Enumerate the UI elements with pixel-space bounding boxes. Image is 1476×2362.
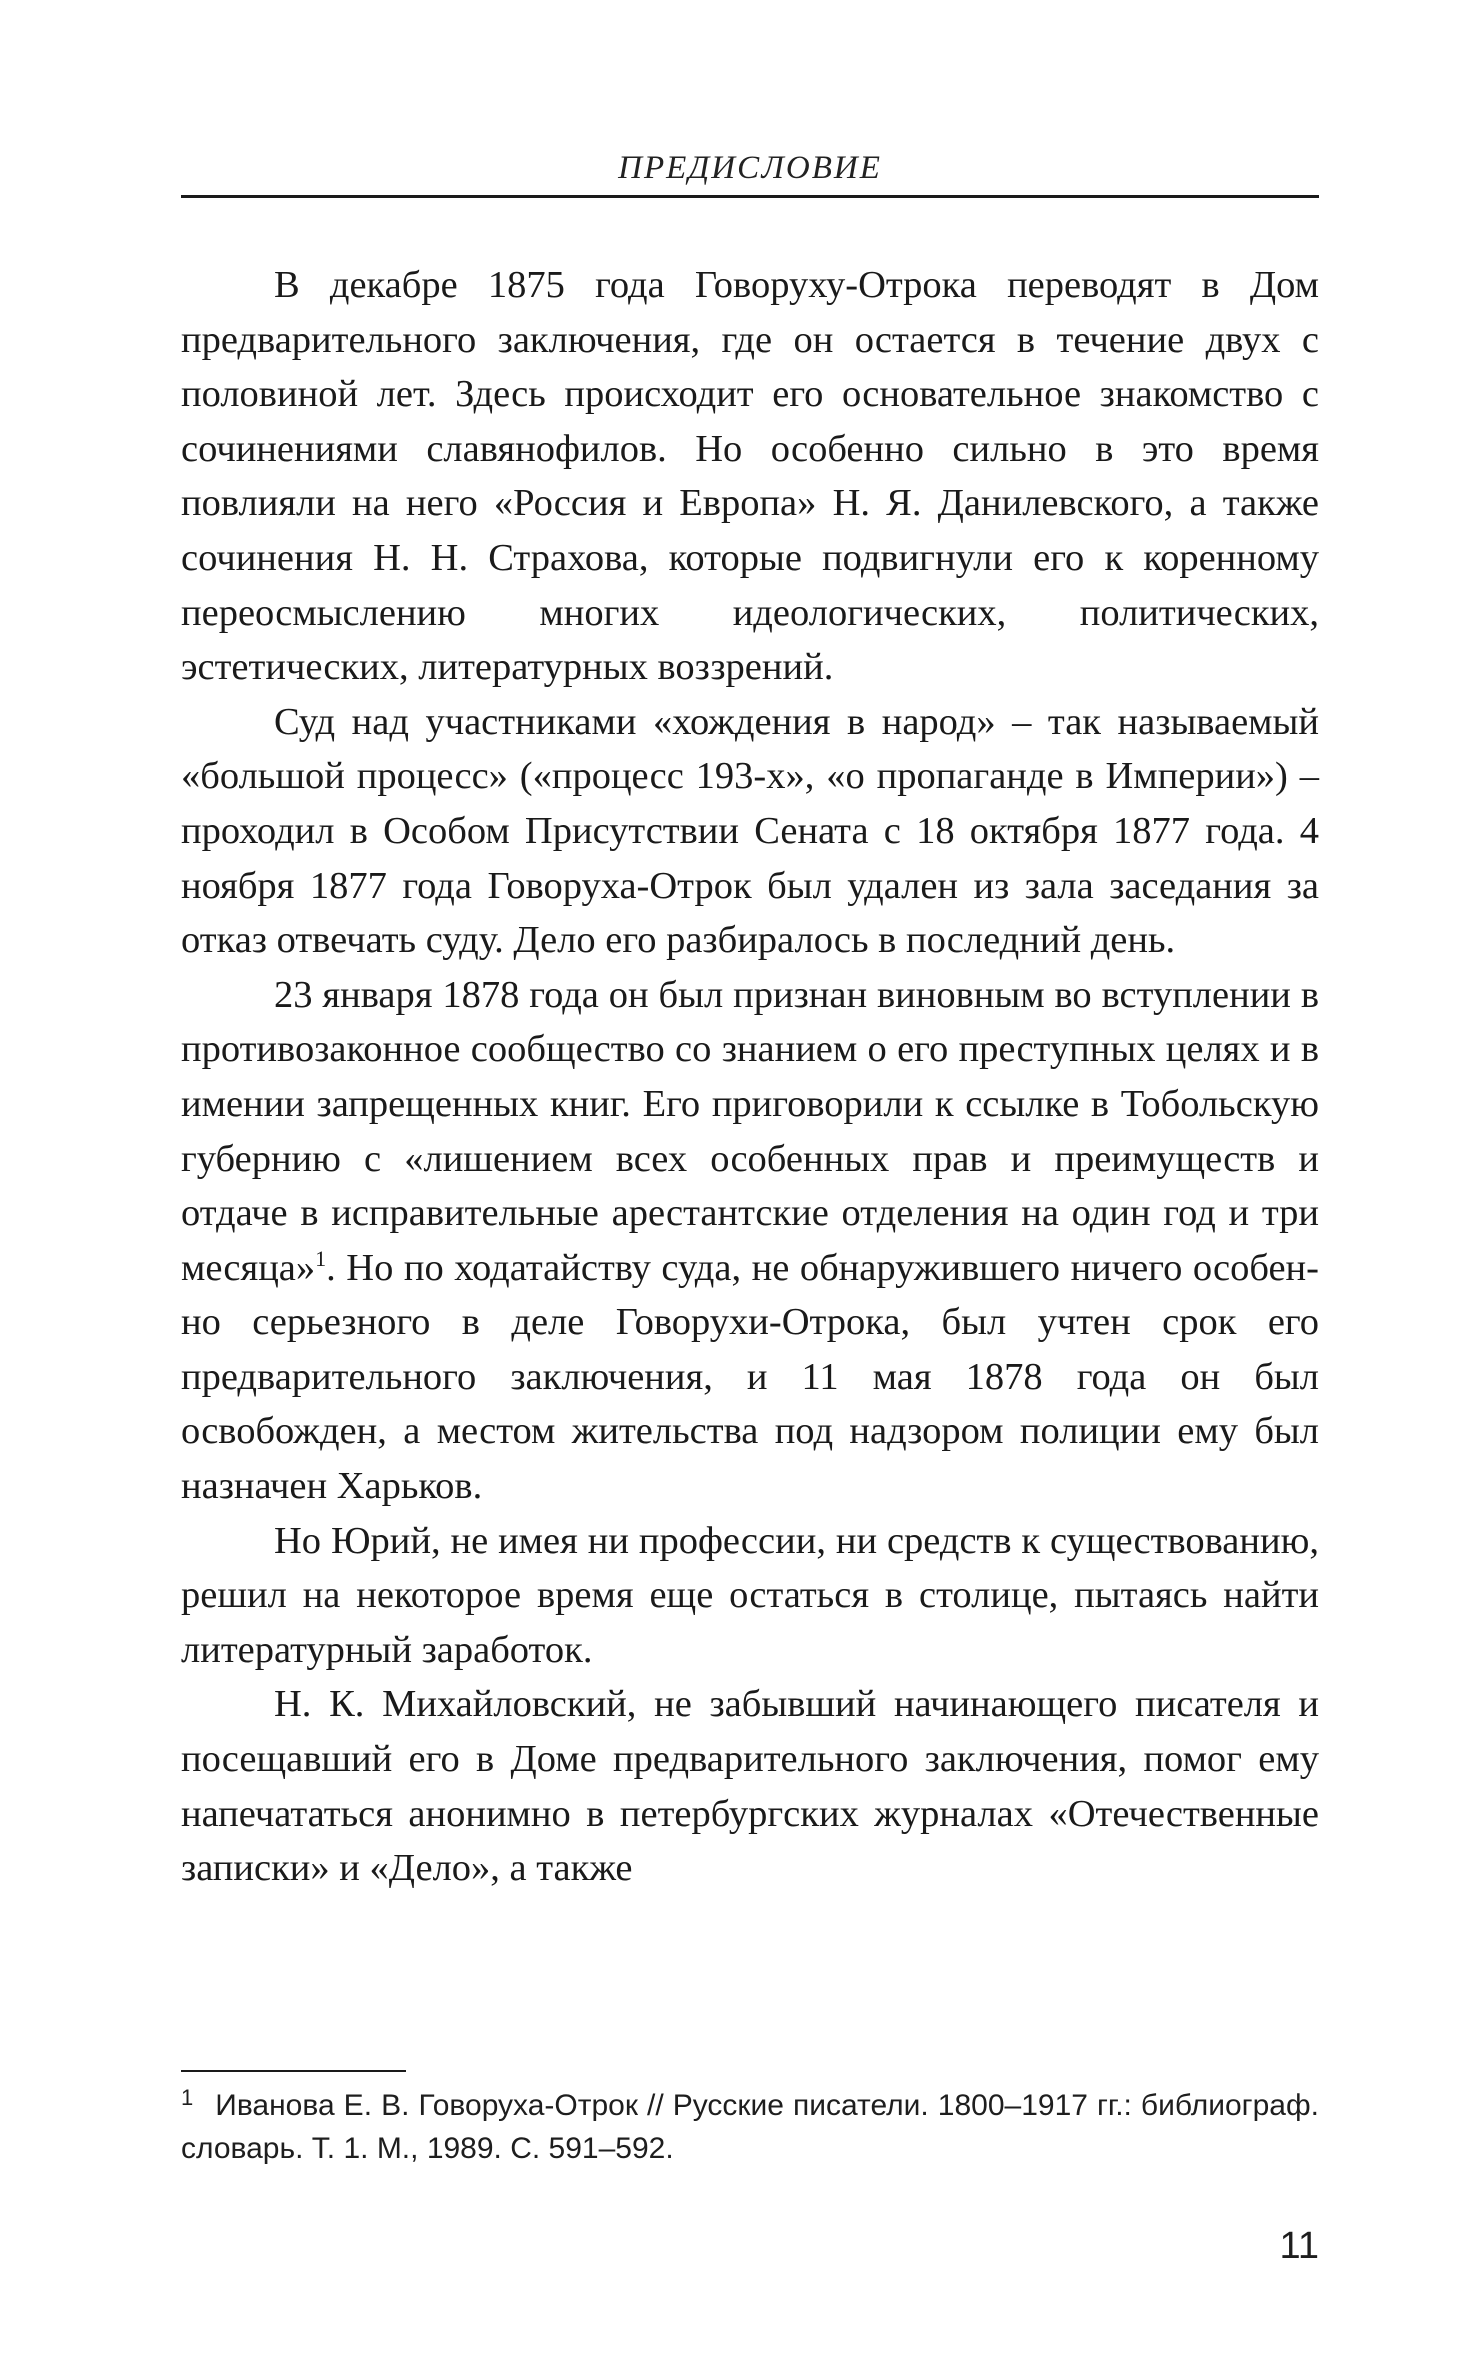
running-head: ПРЕДИСЛОВИЕ xyxy=(618,150,882,186)
footnote xyxy=(181,2084,1319,2170)
running-head-rule xyxy=(181,195,1319,198)
page-number: 11 xyxy=(1279,2225,1319,2267)
footnote-rule xyxy=(181,2070,406,2072)
paragraph-5: Н. К. Михайловский, не забывший начинающего писателя и посещавший его в Доме предварительного заключения, помог ему напечататься анонимно в петербургских журналах «Отечественные записки» и «Дело», а также xyxy=(181,1683,1319,1890)
paragraph-3 xyxy=(181,968,1319,1514)
footnote-text: Иванова Е. В. Говоруха-Отрок // Русские писатели. 1800–1917 гг.: библиограф. словарь. Т. 1. М., 1989. С. 591–592. xyxy=(181,2089,1319,2165)
paragraph-1: В декабре 1875 года Говоруху-Отрока переводят в Дом предварительного заключения, где он остается в течение двух с половиной лет. Здесь происходит его основательное знакомство с сочинениями славянофилов. Но особенно сильно в это время повлияли на него «Россия и Европа» Н. Я. Данилевского, а также сочинения Н. Н. Страхова, которые подвигнули его к коренному переосмыслению многих идеологических, политических, эстетических, литературных воззрений. xyxy=(181,264,1319,689)
paragraph-3-part-1: 23 января 1878 года он был признан виновным во вступлении в противозаконное сообщество со знанием о его преступных целях и в имении запрещенных книг. Его приговорили к ссылке в Тобольскую губернию с «лишением всех особенных прав и преимуществ и отдаче в исправительные арестантские отделения на один год и три месяца» xyxy=(181,973,1319,1289)
body-text xyxy=(181,258,1319,1896)
footnote-number: 1 xyxy=(181,2085,194,2110)
paragraph-4: Но Юрий, не имея ни профессии, ни средств к существованию, решил на некоторое время еще остаться в столице, пытаясь найти литературный заработок. xyxy=(181,1519,1319,1671)
footnote-reference[interactable]: 1 xyxy=(315,1245,327,1271)
paragraph-3-part-2: . Но по ходатайству суда, не обнаружившего ничего особенно серьезного в деле Говорухи-Отрока, был учтен срок его предварительного заключения, и 11 мая 1878 года он был освобожден, а местом жительства под надзором полиции ему был назначен Харьков. xyxy=(181,1246,1319,1508)
paragraph-2: Суд над участниками «хождения в народ» – так называемый «большой процесс» («процесс 193-х», «о пропаганде в Империи») – проходил в Особом Присутствии Сената с 18 октября 1877 года. 4 ноября 1877 года Говоруха-Отрок был удален из зала заседания за отказ отвечать суду. Дело его разбиралось в последний день. xyxy=(181,700,1319,962)
